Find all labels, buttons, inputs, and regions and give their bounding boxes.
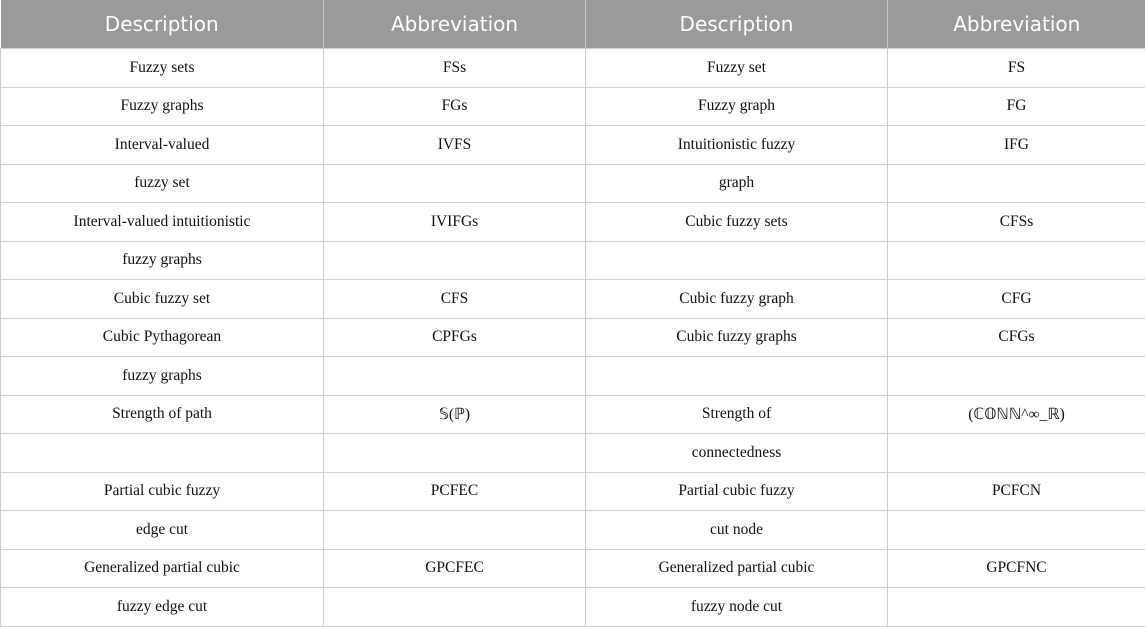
description-cell: Cubic fuzzy sets — [586, 203, 888, 242]
abbreviation-cell: FSs — [324, 49, 586, 88]
description-cell: cut node — [586, 511, 888, 550]
abbreviation-cell — [324, 588, 586, 627]
abbreviation-cell: FGs — [324, 87, 586, 126]
description-cell: Strength of — [586, 395, 888, 434]
header-description-2: Description — [586, 0, 888, 49]
abbreviation-cell — [888, 164, 1145, 203]
description-cell: fuzzy set — [1, 164, 324, 203]
description-cell: Fuzzy graphs — [1, 87, 324, 126]
description-cell: Generalized partial cubic — [1, 549, 324, 588]
abbreviation-cell — [888, 241, 1145, 280]
abbreviation-cell: CFG — [888, 280, 1145, 319]
table-row — [1, 549, 1145, 588]
description-cell: Cubic fuzzy graphs — [586, 318, 888, 357]
description-cell: Cubic Pythagorean — [1, 318, 324, 357]
description-cell: Fuzzy set — [586, 49, 888, 88]
abbreviation-cell — [324, 434, 586, 473]
description-cell: fuzzy graphs — [1, 357, 324, 396]
table-row — [1, 395, 1145, 434]
abbreviation-cell: PCFCN — [888, 472, 1145, 511]
abbreviation-cell: (ℂ𝕆ℕℕ^∞_ℝ) — [888, 395, 1145, 434]
abbreviation-cell — [888, 511, 1145, 550]
description-cell: fuzzy node cut — [586, 588, 888, 627]
abbreviation-cell: IVFS — [324, 126, 586, 165]
abbreviation-cell: CPFGs — [324, 318, 586, 357]
abbreviation-cell — [888, 434, 1145, 473]
description-cell: Fuzzy graph — [586, 87, 888, 126]
abbreviation-cell — [324, 164, 586, 203]
table-row — [1, 49, 1145, 88]
description-cell: Strength of path — [1, 395, 324, 434]
description-cell: connectedness — [586, 434, 888, 473]
abbreviation-cell — [324, 357, 586, 396]
description-cell: Partial cubic fuzzy — [1, 472, 324, 511]
description-cell: fuzzy edge cut — [1, 588, 324, 627]
abbreviation-cell — [324, 241, 586, 280]
abbreviation-cell: PCFEC — [324, 472, 586, 511]
abbreviation-cell: 𝕊(ℙ) — [324, 395, 586, 434]
abbreviation-cell: IVIFGs — [324, 203, 586, 242]
table-row — [1, 203, 1145, 242]
table-row — [1, 280, 1145, 319]
table-row — [1, 126, 1145, 165]
description-cell: Intuitionistic fuzzy — [586, 126, 888, 165]
description-cell: Partial cubic fuzzy — [586, 472, 888, 511]
header-abbreviation-1: Abbreviation — [324, 0, 586, 49]
description-cell: Cubic fuzzy set — [1, 280, 324, 319]
description-cell: graph — [586, 164, 888, 203]
abbreviation-cell — [888, 588, 1145, 627]
table-row — [1, 87, 1145, 126]
table-row — [1, 472, 1145, 511]
header-description-1: Description — [1, 0, 324, 49]
table-row — [1, 357, 1145, 396]
table-row — [1, 434, 1145, 473]
description-cell — [1, 434, 324, 473]
abbreviation-cell: CFSs — [888, 203, 1145, 242]
abbreviation-cell: CFGs — [888, 318, 1145, 357]
abbreviation-cell: IFG — [888, 126, 1145, 165]
table-row — [1, 588, 1145, 627]
abbreviation-cell: GPCFNC — [888, 549, 1145, 588]
abbreviation-cell: GPCFEC — [324, 549, 586, 588]
abbreviation-cell — [324, 511, 586, 550]
description-cell: Generalized partial cubic — [586, 549, 888, 588]
description-cell — [586, 241, 888, 280]
abbreviation-cell — [888, 357, 1145, 396]
table-row — [1, 164, 1145, 203]
abbreviation-cell: FG — [888, 87, 1145, 126]
description-cell — [586, 357, 888, 396]
description-cell: edge cut — [1, 511, 324, 550]
table-row — [1, 318, 1145, 357]
header-row — [1, 0, 1145, 49]
abbreviation-cell: FS — [888, 49, 1145, 88]
header-abbreviation-2: Abbreviation — [888, 0, 1145, 49]
description-cell: Fuzzy sets — [1, 49, 324, 88]
description-cell: Cubic fuzzy graph — [586, 280, 888, 319]
description-cell: fuzzy graphs — [1, 241, 324, 280]
description-cell: Interval-valued intuitionistic — [1, 203, 324, 242]
abbreviation-cell: CFS — [324, 280, 586, 319]
table-row — [1, 511, 1145, 550]
table-row — [1, 241, 1145, 280]
description-cell: Interval-valued — [1, 126, 324, 165]
